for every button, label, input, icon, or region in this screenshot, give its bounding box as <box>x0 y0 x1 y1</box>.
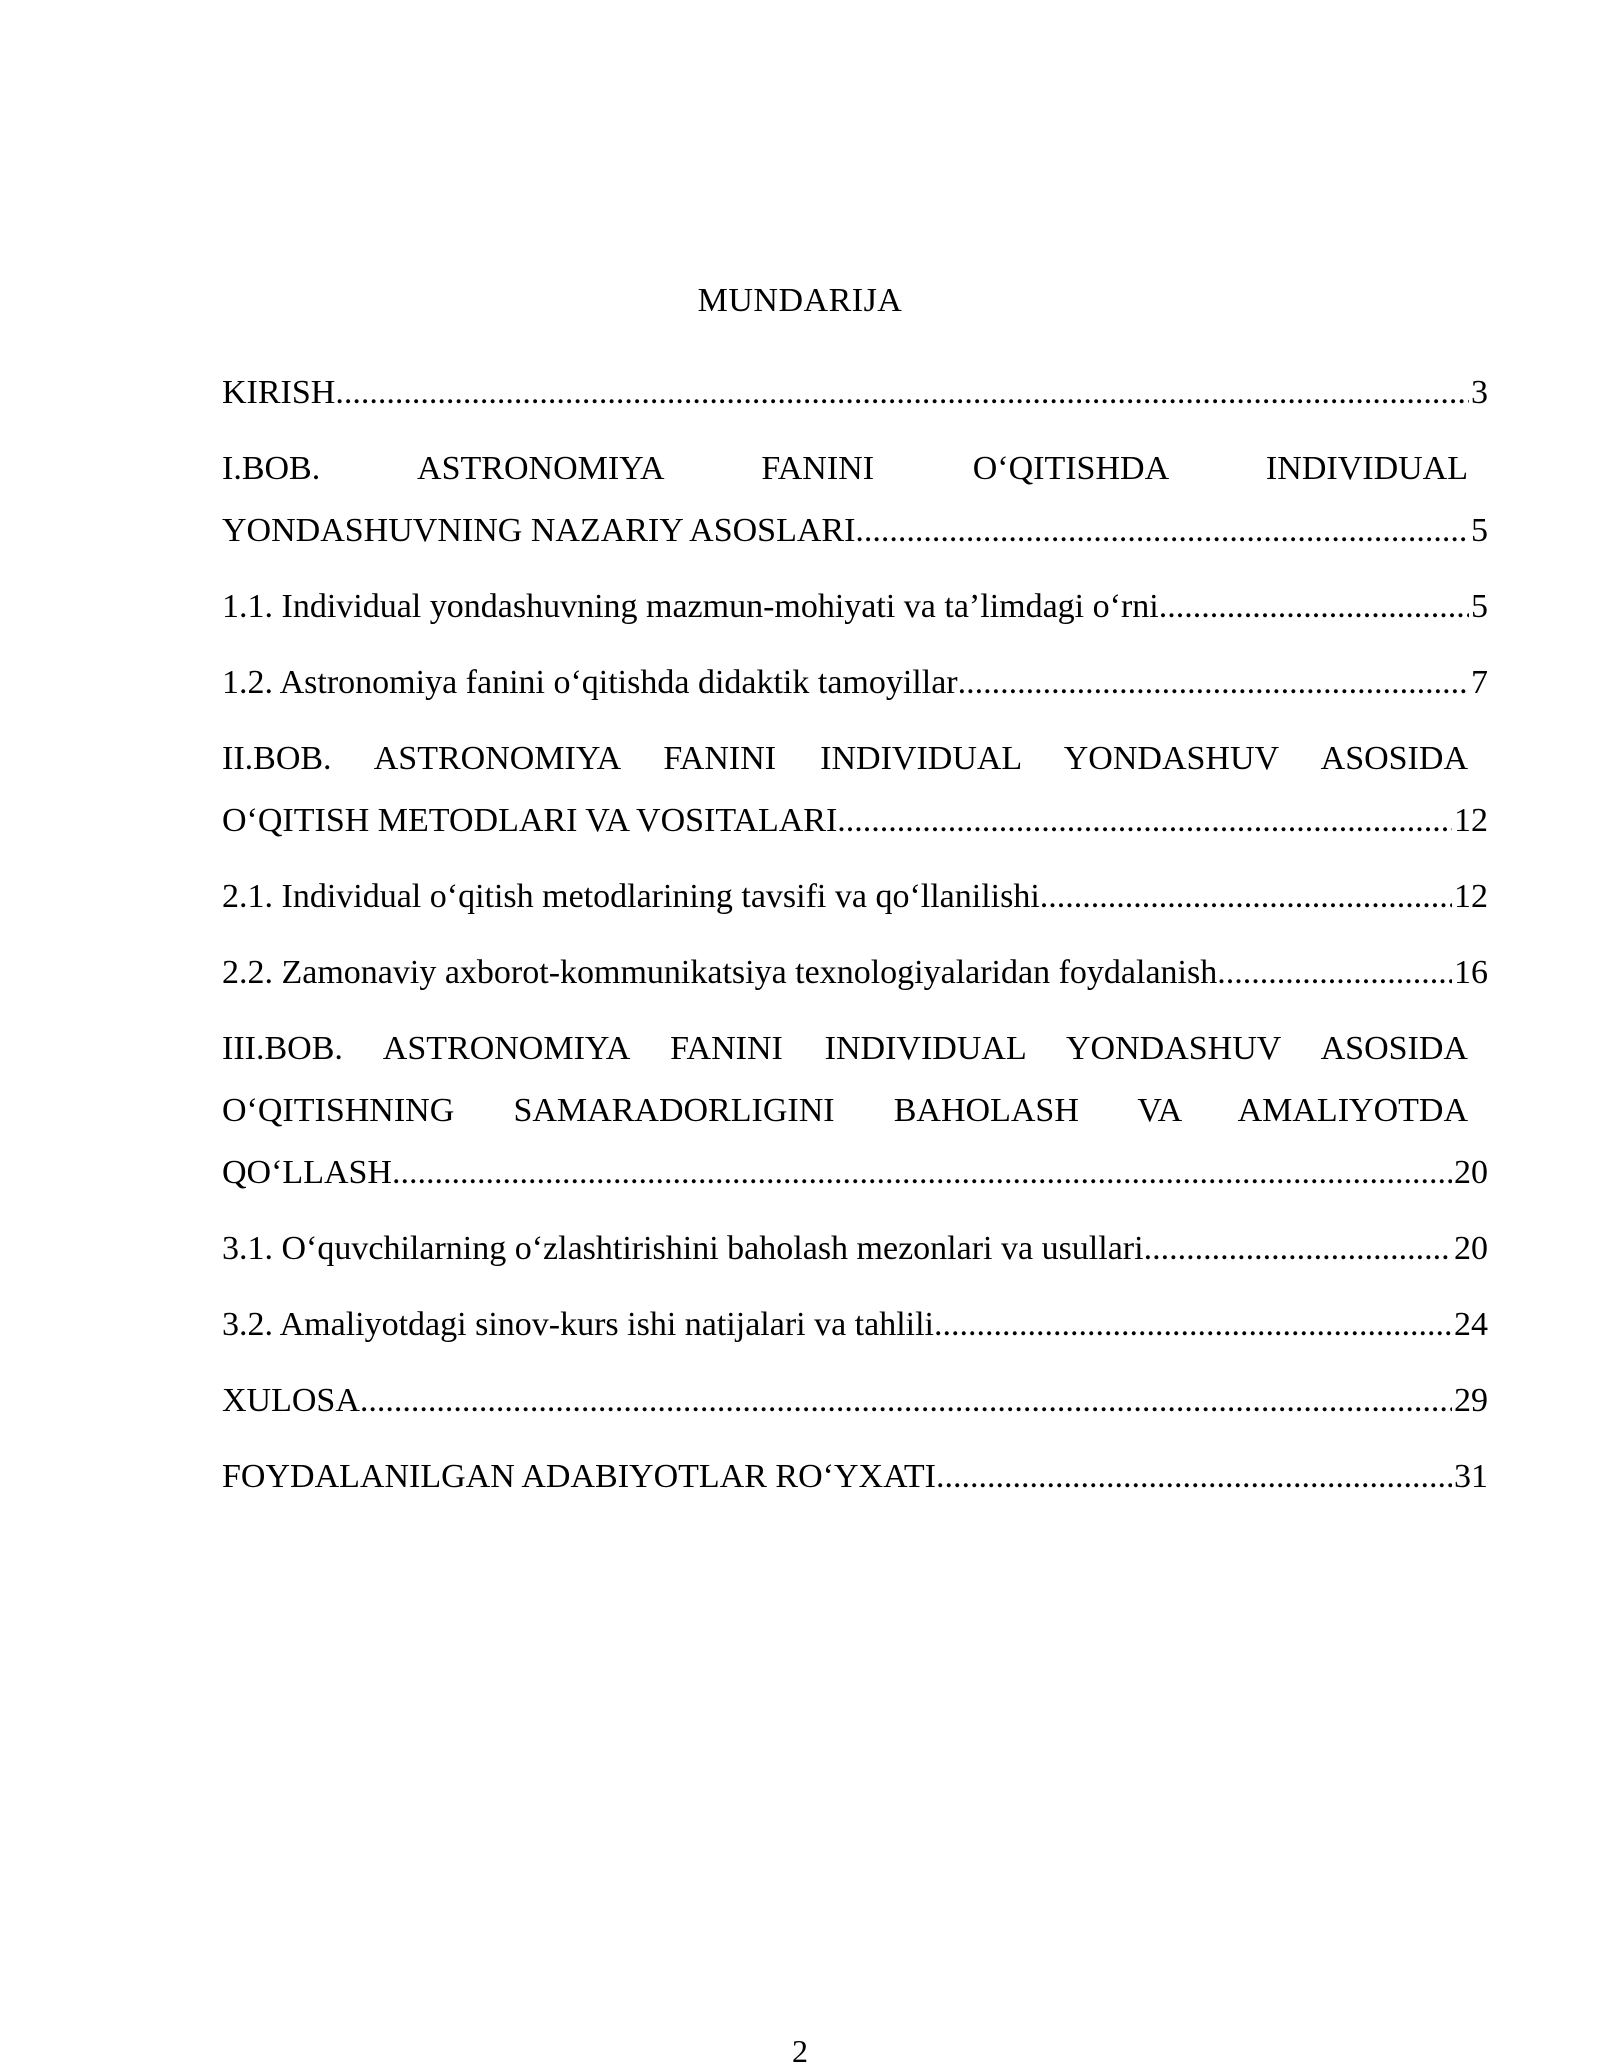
toc-entry-title: 1.2. Astronomiya fanini o‘qitishda didaktik tamoyillar <box>222 664 958 701</box>
toc-entry-title: 3.1. O‘quvchilarning o‘zlashtirishini baholash mezonlari va usullari <box>222 1230 1144 1267</box>
toc-entry-title: 1.1. Individual yondashuvning mazmun-mohiyati va ta’limdagi o‘rni <box>222 588 1159 625</box>
toc-entry-line <box>222 576 1488 638</box>
toc-entry <box>222 652 1488 714</box>
toc-entry-line: II.BOB. ASTRONOMIYA FANINI INDIVIDUAL YONDASHUV ASOSIDA <box>222 740 1468 777</box>
toc-entry-line <box>222 362 1488 424</box>
toc-entry-line <box>222 1142 1488 1204</box>
toc-entry <box>222 438 1488 562</box>
toc-entry-line <box>222 1370 1488 1432</box>
toc-entry-line <box>222 652 1488 714</box>
dot-leader <box>855 500 1469 562</box>
toc-entry-page: 7 <box>1471 664 1488 701</box>
toc-entry-page: 3 <box>1471 374 1488 411</box>
toc-entry-title: XULOSA <box>222 1382 360 1419</box>
toc-entry-page: 29 <box>1454 1382 1488 1419</box>
toc-entry-line <box>222 790 1488 852</box>
dot-leader <box>837 790 1452 852</box>
toc-entry-title: KIRISH <box>222 374 336 411</box>
dot-leader <box>1144 1218 1452 1280</box>
dot-leader <box>335 362 1469 424</box>
toc-entry-line: O‘QITISHNING SAMARADORLIGINI BAHOLASH VA AMALIYOTDA <box>222 1092 1468 1129</box>
toc-entry <box>222 942 1488 1004</box>
toc-entry-line: III.BOB. ASTRONOMIYA FANINI INDIVIDUAL YONDASHUV ASOSIDA <box>222 1030 1468 1067</box>
toc-entry-page: 20 <box>1454 1230 1488 1267</box>
toc-entry <box>222 1018 1488 1204</box>
toc-entry-title: 2.1. Individual o‘qitish metodlarining tavsifi va qo‘llanilishi <box>222 878 1040 915</box>
dot-leader <box>936 1446 1452 1508</box>
toc-entry <box>222 1294 1488 1356</box>
toc-entry <box>222 1446 1488 1508</box>
dot-leader <box>1159 576 1469 638</box>
toc-entry-page: 16 <box>1454 954 1488 991</box>
table-of-contents <box>222 362 1488 1522</box>
dot-leader <box>1217 942 1452 1004</box>
toc-entry <box>222 576 1488 638</box>
toc-entry-line: I.BOB. ASTRONOMIYA FANINI O‘QITISHDA INDIVIDUAL <box>222 450 1468 487</box>
toc-entry-title: FOYDALANILGAN ADABIYOTLAR RO‘YXATI <box>222 1458 936 1495</box>
toc-entry-line <box>222 1218 1488 1280</box>
toc-entry-page: 20 <box>1454 1154 1488 1191</box>
dot-leader <box>360 1370 1452 1432</box>
toc-entry-line <box>222 1294 1488 1356</box>
dot-leader <box>958 652 1469 714</box>
dot-leader <box>392 1142 1452 1204</box>
toc-entry-title: O‘QITISH METODLARI VA VOSITALARI <box>222 802 838 839</box>
toc-entry-page: 12 <box>1454 802 1488 839</box>
page-title: MUNDARIJA <box>697 282 903 319</box>
toc-entry-page: 31 <box>1454 1458 1488 1495</box>
dot-leader <box>1040 866 1452 928</box>
toc-entry-page: 5 <box>1471 588 1488 625</box>
toc-entry-title: YONDASHUVNING NAZARIY ASOSLARI <box>222 512 856 549</box>
toc-entry-title: 3.2. Amaliyotdagi sinov-kurs ishi natijalari va tahlili <box>222 1306 935 1343</box>
toc-entry <box>222 866 1488 928</box>
toc-entry <box>222 728 1488 852</box>
toc-entry-title: QO‘LLASH <box>222 1154 392 1191</box>
dot-leader <box>934 1294 1452 1356</box>
toc-entry-page: 5 <box>1471 512 1488 549</box>
toc-entry-line <box>222 866 1488 928</box>
toc-entry <box>222 1370 1488 1432</box>
page-number: 2 <box>792 2033 808 2069</box>
toc-entry-page: 24 <box>1454 1306 1488 1343</box>
toc-entry-line <box>222 1446 1488 1508</box>
toc-entry <box>222 1218 1488 1280</box>
toc-entry-line <box>222 942 1488 1004</box>
toc-entry-title: 2.2. Zamonaviy axborot-kommunikatsiya texnologiyalaridan foydalanish <box>222 954 1218 991</box>
toc-entry-page: 12 <box>1454 878 1488 915</box>
toc-entry <box>222 362 1488 424</box>
toc-entry-line <box>222 500 1488 562</box>
